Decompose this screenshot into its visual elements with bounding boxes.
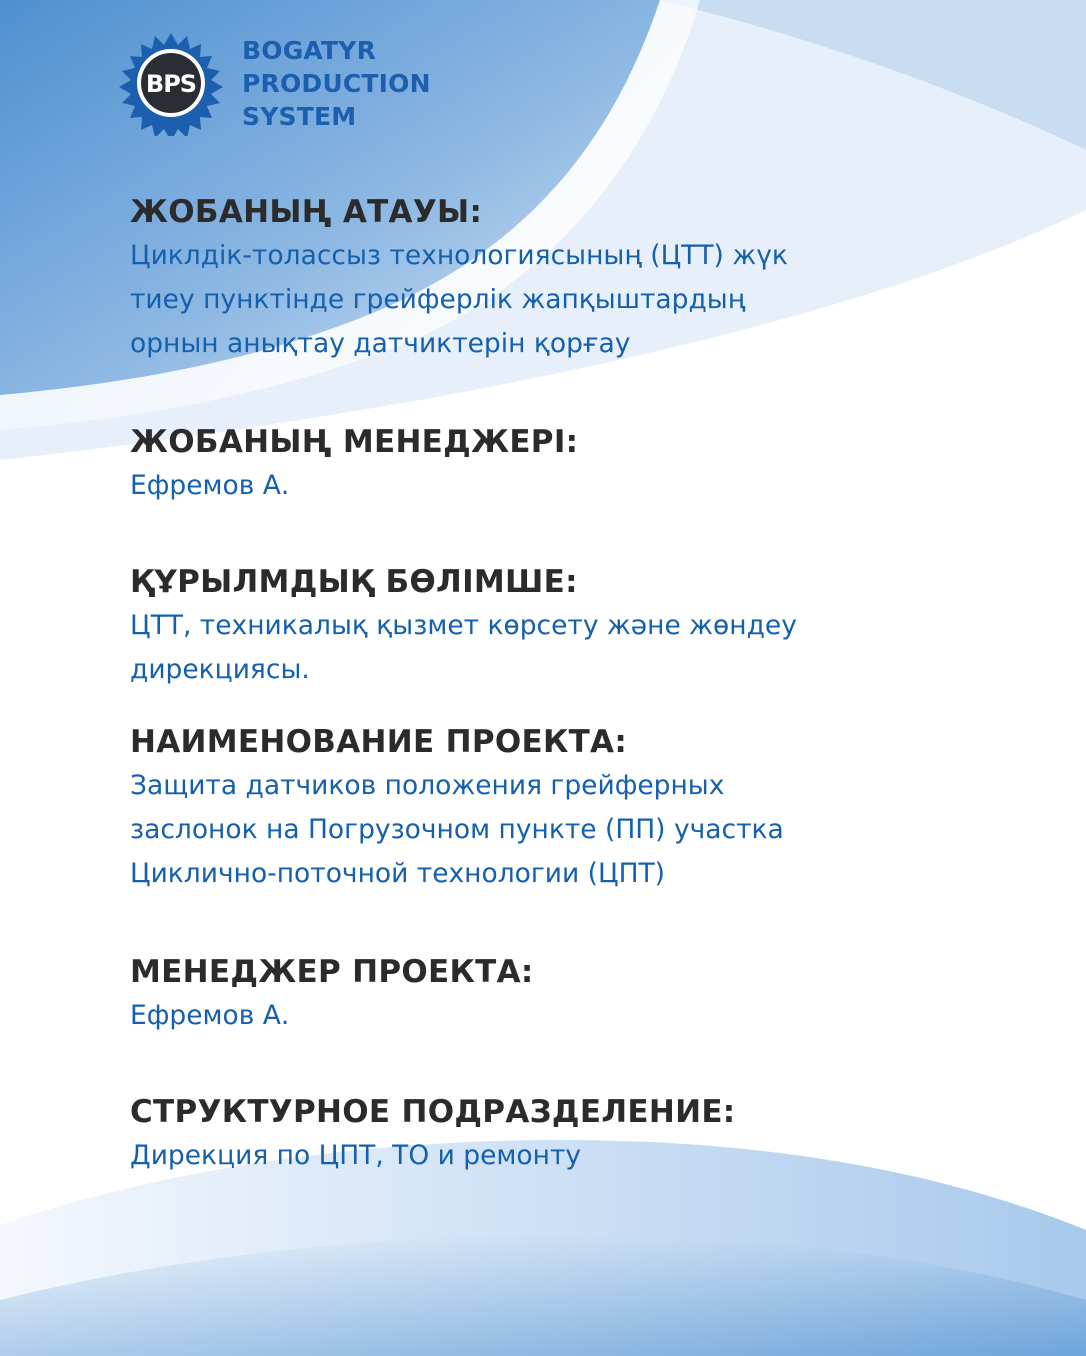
section-heading: ЖОБАНЫҢ АТАУЫ:	[130, 194, 483, 230]
logo-monogram: BPS	[145, 70, 197, 98]
section-project-name-ru	[130, 720, 1030, 896]
logo-line-2: PRODUCTION	[242, 68, 431, 98]
section-line: Циклично-поточной технологии (ЦПТ)	[130, 858, 666, 889]
gear-logo-icon	[118, 30, 224, 136]
section-manager-kz	[130, 420, 1030, 508]
section-line: Ефремов А.	[130, 470, 290, 501]
section-line: Дирекция по ЦПТ, ТО и ремонту	[130, 1140, 582, 1171]
section-manager-ru	[130, 950, 1030, 1038]
brand-logo	[118, 30, 431, 136]
section-line: Защита датчиков положения грейферных	[130, 770, 725, 801]
section-line: орнын анықтау датчиктерін қорғау	[130, 328, 631, 359]
section-heading: НАИМЕНОВАНИЕ ПРОЕКТА:	[130, 724, 628, 760]
section-line: тиеу пунктінде грейферлік жапқыштардың	[130, 284, 746, 315]
section-division-kz	[130, 560, 1030, 692]
section-line: Ефремов А.	[130, 1000, 290, 1031]
section-heading: МЕНЕДЖЕР ПРОЕКТА:	[130, 954, 534, 990]
section-heading: ЖОБАНЫҢ МЕНЕДЖЕРІ:	[130, 424, 579, 460]
section-division-ru	[130, 1090, 1030, 1178]
section-line: Циклдік-толассыз технологиясының (ЦТТ) жүк	[130, 240, 788, 271]
section-project-name-kz	[130, 190, 1030, 366]
logo-line-1: BOGATYR	[242, 35, 377, 65]
logo-line-3: SYSTEM	[242, 101, 357, 131]
section-heading: ҚҰРЫЛМДЫҚ БӨЛІМШЕ:	[130, 564, 578, 600]
section-line: ЦТТ, техникалық қызмет көрсету және жөндеу	[130, 610, 797, 641]
section-line: дирекциясы.	[130, 654, 310, 685]
section-line: заслонок на Погрузочном пункте (ПП) участка	[130, 814, 784, 845]
section-heading: СТРУКТУРНОЕ ПОДРАЗДЕЛЕНИЕ:	[130, 1094, 736, 1130]
